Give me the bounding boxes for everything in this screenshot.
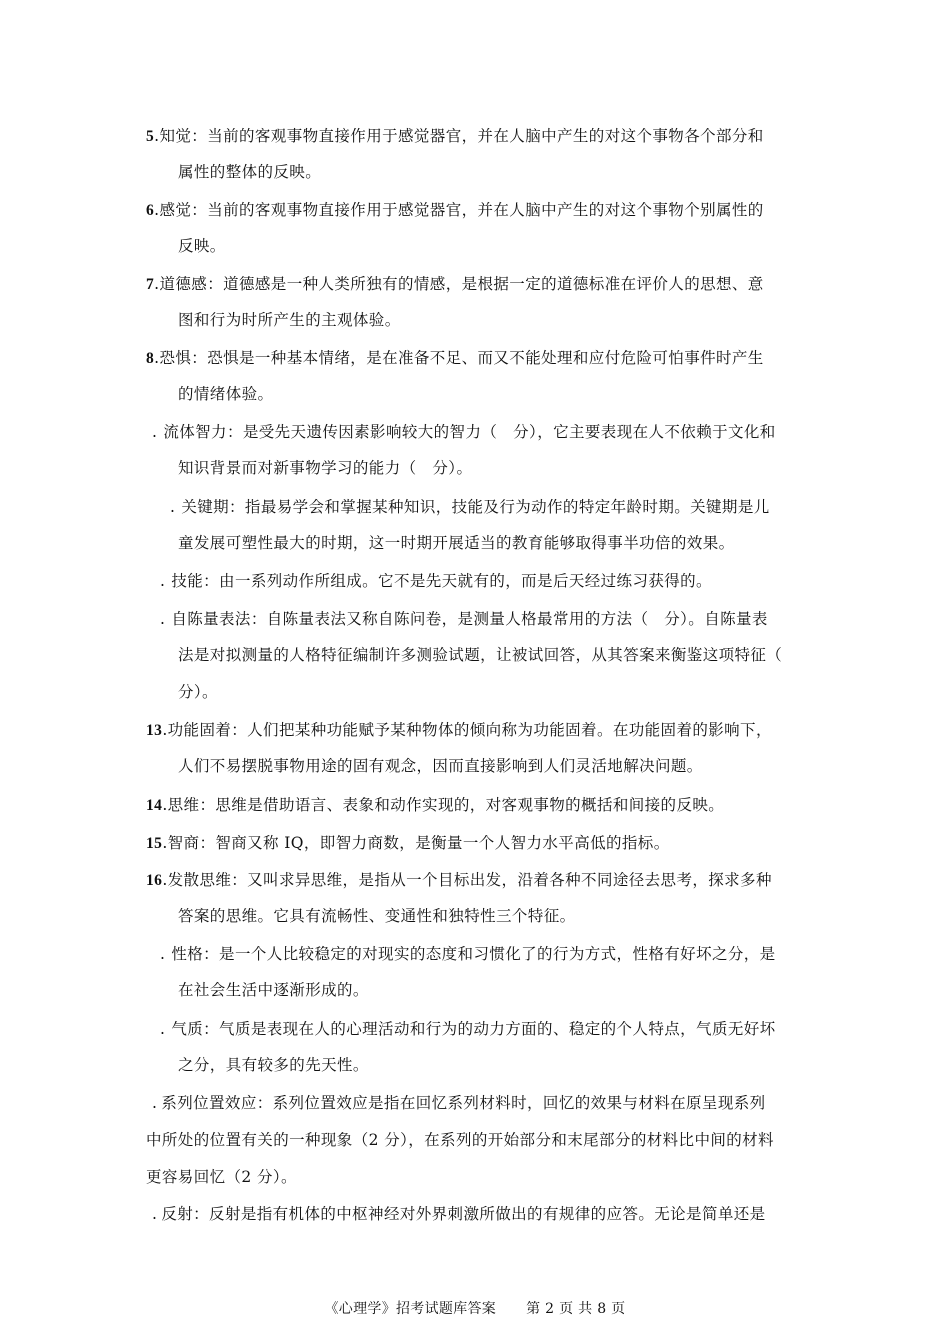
entry-text: ：人们把某种功能赋予某种物体的倾向称为功能固着。在功能固着的影响下， — [231, 721, 772, 739]
entry-text: ：自陈量表法又称自陈问卷，是测量人格最常用的方法（ 分）。自陈量表 — [250, 610, 768, 628]
entry-separator: . — [162, 834, 168, 852]
entry-separator: . — [152, 1094, 158, 1112]
page-footer — [0, 1300, 950, 1318]
entry-continuation: 答案的思维。它具有流畅性、变通性和独特性三个特征。 — [178, 907, 576, 925]
entry-term: 流体智力 — [163, 423, 227, 441]
entry-term: 自陈量表法 — [171, 610, 251, 628]
footer-title: 《心理学》招考试题库答案 — [324, 1301, 497, 1317]
entry-line — [160, 944, 776, 964]
entry-continuation: 属性的整体的反映。 — [178, 163, 322, 181]
entry-continuation: 知识背景而对新事物学习的能力（ 分）。 — [178, 459, 473, 477]
entry-number: 6 — [146, 202, 155, 219]
entry-continuation: 分）。 — [178, 683, 218, 701]
entry-term: 恐惧 — [159, 349, 192, 367]
entry-term: 感觉 — [159, 201, 192, 219]
entry-term: 功能固着 — [167, 721, 232, 739]
entry-term: 系列位置效应 — [161, 1094, 257, 1112]
entry-text: ：智商又称 IQ，即智力商数，是衡量一个人智力水平高低的指标。 — [199, 834, 670, 852]
entry-separator: . — [160, 1020, 166, 1038]
entry-line — [160, 571, 712, 591]
entry-text: ：又叫求异思维，是指从一个目标出发，沿着各种不同途径去思考，探求多种 — [231, 871, 772, 889]
entry-separator: . — [160, 610, 166, 628]
entry-term: 关键期 — [181, 498, 230, 516]
entry-number: 8 — [146, 350, 155, 367]
entry-text: ：当前的客观事物直接作用于感觉器官，并在人脑中产生的对这个事物各个部分和 — [191, 127, 764, 145]
entry-separator: . — [160, 572, 166, 590]
entry-line — [146, 870, 772, 891]
entry-text: ：思维是借助语言、表象和动作实现的，对客观事物的概括和间接的反映。 — [199, 796, 725, 814]
entry-text: ：指最易学会和掌握某种知识，技能及行为动作的特定年龄时期。关键期是儿 — [229, 498, 770, 516]
entry-separator: . — [154, 127, 160, 145]
entry-separator: . — [162, 721, 168, 739]
entry-term: 性格 — [171, 945, 204, 963]
entry-term: 知觉 — [159, 127, 192, 145]
entry-number: 7 — [146, 276, 155, 293]
entry-line — [146, 274, 764, 295]
entry-continuation: 法是对拟测量的人格特征编制许多测验试题，让被试回答，从其答案来衡鉴这项特征（ — [178, 646, 783, 664]
entry-text: ：气质是表现在人的心理活动和行为的动力方面的、稳定的个人特点，气质无好坏 — [203, 1020, 776, 1038]
footer-page-info: 第 2 页 共 8 页 — [526, 1301, 626, 1317]
entry-continuation: 童发展可塑性最大的时期，这一时期开展适当的教育能够取得事半功倍的效果。 — [178, 534, 735, 552]
entry-text: ：是一个人比较稳定的对现实的态度和习惯化了的行为方式，性格有好坏之分，是 — [203, 945, 776, 963]
entry-term: 技能 — [171, 572, 204, 590]
entry-separator: . — [170, 498, 176, 516]
entry-separator: . — [160, 945, 166, 963]
entry-term: 反射 — [161, 1205, 194, 1223]
entry-separator: . — [162, 871, 168, 889]
entry-text: ：系列位置效应是指在回忆系列材料时，回忆的效果与材料在原呈现系列 — [256, 1094, 766, 1112]
entry-text: ：由一系列动作所组成。它不是先天就有的，而是后天经过练习获得的。 — [203, 572, 712, 590]
entry-text: ：当前的客观事物直接作用于感觉器官，并在人脑中产生的对这个事物个别属性的 — [191, 201, 764, 219]
entry-separator: . — [162, 796, 168, 814]
entry-continuation: 反映。 — [178, 237, 226, 255]
entry-line — [152, 1204, 766, 1224]
entry-number: 13 — [146, 722, 163, 739]
entry-separator: . — [154, 201, 160, 219]
entry-continuation: 中所处的位置有关的一种现象（2 分），在系列的开始部分和末尾部分的材料比中间的材料 — [146, 1131, 774, 1149]
entry-text: ：是受先天遗传因素影响较大的智力（ 分），它主要表现在人不依赖于文化和 — [226, 423, 776, 441]
entry-text: ：反射是指有机体的中枢神经对外界刺激所做出的有规律的应答。无论是简单还是 — [193, 1205, 766, 1223]
entry-line — [146, 833, 670, 854]
entry-line — [152, 1093, 766, 1113]
entry-line — [160, 609, 768, 629]
entry-term: 智商 — [167, 834, 200, 852]
entry-continuation: 之分，具有较多的先天性。 — [178, 1056, 369, 1074]
entry-line — [146, 720, 772, 741]
entry-line — [146, 126, 764, 147]
entry-line — [160, 1019, 776, 1039]
entry-term: 气质 — [171, 1020, 204, 1038]
entry-continuation: 的情绪体验。 — [178, 385, 274, 403]
entry-separator: . — [152, 423, 158, 441]
entry-number: 14 — [146, 797, 163, 814]
entry-line — [146, 795, 724, 816]
entry-number: 16 — [146, 872, 163, 889]
entry-continuation: 人们不易摆脱事物用途的固有观念，因而直接影响到人们灵活地解决问题。 — [178, 757, 703, 775]
entry-number: 5 — [146, 128, 155, 145]
entry-separator: . — [154, 349, 160, 367]
entry-number: 15 — [146, 835, 163, 852]
entry-separator: . — [152, 1205, 158, 1223]
entry-separator: . — [154, 275, 160, 293]
entry-line — [170, 497, 770, 517]
entry-term: 发散思维 — [167, 871, 232, 889]
entry-text: ：恐惧是一种基本情绪，是在准备不足、而又不能处理和应付危险可怕事件时产生 — [191, 349, 764, 367]
entry-line — [146, 200, 764, 221]
entry-continuation: 图和行为时所产生的主观体验。 — [178, 311, 401, 329]
entry-line — [146, 348, 764, 369]
entry-line — [152, 422, 776, 442]
entry-continuation: 更容易回忆（2 分）。 — [146, 1168, 297, 1186]
entry-term: 思维 — [167, 796, 200, 814]
entry-continuation: 在社会生活中逐渐形成的。 — [178, 981, 369, 999]
entry-term: 道德感 — [159, 275, 208, 293]
entry-text: ：道德感是一种人类所独有的情感，是根据一定的道德标准在评价人的思想、意 — [207, 275, 764, 293]
